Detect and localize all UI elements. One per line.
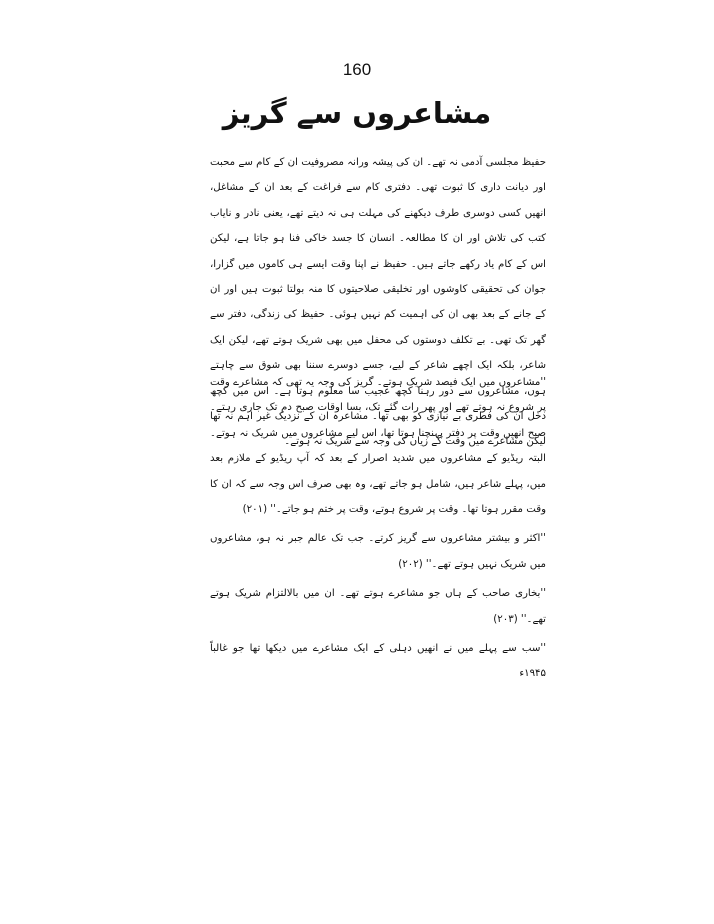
quote-paragraph: ''مشاعروں میں ایک فیصد شریک ہوتے۔ گریز کی وجہ یہ تھی کہ مشاعرے وقت پر شروع نہ ہوتے تھے اور پھر رات گئے تک، بسا اوقات صبح دم تک جاری رہتے۔ صبح انھیں وقت پر دفتر پہنچنا ہوتا تھا، اس لیے مشاعروں میں شریک نہ ہوتے۔ البتہ ریڈیو کے مشاعروں میں شدید اصرار کے بعد کہ آپ ریڈیو کے ملازم بعد میں، پہلے شاعر ہیں، شامل ہو جاتے تھے، وہ بھی صرف اس وجہ سے کہ ان کا وقت مقرر ہوتا تھا۔ وقت پر شروع ہوتے، وقت پر ختم ہو جاتے۔'' (۲۰۱) [210, 377, 546, 516]
quote-paragraph: ''بخاری صاحب کے ہاں جو مشاعرے ہوتے تھے۔ ان میں بالالتزام شریک ہوتے تھے۔'' (۲۰۳) [210, 588, 546, 625]
body-paragraph: حفیظ مجلسی آدمی نہ تھے۔ ان کی پیشہ ورانہ مصروفیت ان کے کام سے محبت اور دیانت داری کا ثبوت تھی۔ دفتری کام سے فراغت کے بعد ان کے مشاغل، انھیں کسی دوسری طرف دیکھنے کی مہلت ہی نہ دیتے تھے، یعنی نادر و نایاب کتب کی تلاش اور ان کا مطالعہ۔ انسان کا جسد خاکی فنا ہو جاتا ہے، لیکن اس کے کام یاد رکھے جاتے ہیں۔ حفیظ نے اپنا وقت ایسے ہی کاموں میں گزارا، جوان کی تحقیقی کاوشوں اور تخلیقی صلاحیتوں کا منہ بولتا ثبوت ہیں اور ان کے جانے کے بعد بھی ان کی اہمیت کم نہیں ہوئی۔ حفیظ کی زندگی، دفتر سے گھر تک تھی۔ بے تکلف دوستوں کی محفل میں بھی شریک ہوتے تھے، لیکن ایک شاعر، بلکہ ایک اچھے شاعر کے لیے، جسے دوسرے سننا بھی شوق سے چاہتے ہوں، مشاعروں سے دور رہنا کچھ عجیب سا معلوم ہوتا ہے۔ اس میں کچھ دخل ان کی فطری بے نیازی کو بھی تھا۔ مشاعرہ ان کے نزدیک غیر اہم نہ تھا لیکن مشاعرے میں وقت کے زیاں کی وجہ سے شریک نہ ہوتے۔ [210, 157, 546, 448]
quote-paragraph: ''اکثر و بیشتر مشاعروں سے گریز کرتے۔ جب تک عالم جبر نہ ہو، مشاعروں میں شریک نہیں ہوتے تھے۔'' (۲۰۲) [210, 533, 546, 570]
page-number: 160 [342, 60, 372, 79]
chapter-heading: مشاعروں سے گریز [222, 96, 492, 130]
quotes-block [210, 370, 546, 687]
quote-paragraph: ''سب سے پہلے میں نے انھیں دہلی کے ایک مشاعرے میں دیکھا تھا جو غالباً ۱۹۴۵ء [210, 643, 546, 680]
